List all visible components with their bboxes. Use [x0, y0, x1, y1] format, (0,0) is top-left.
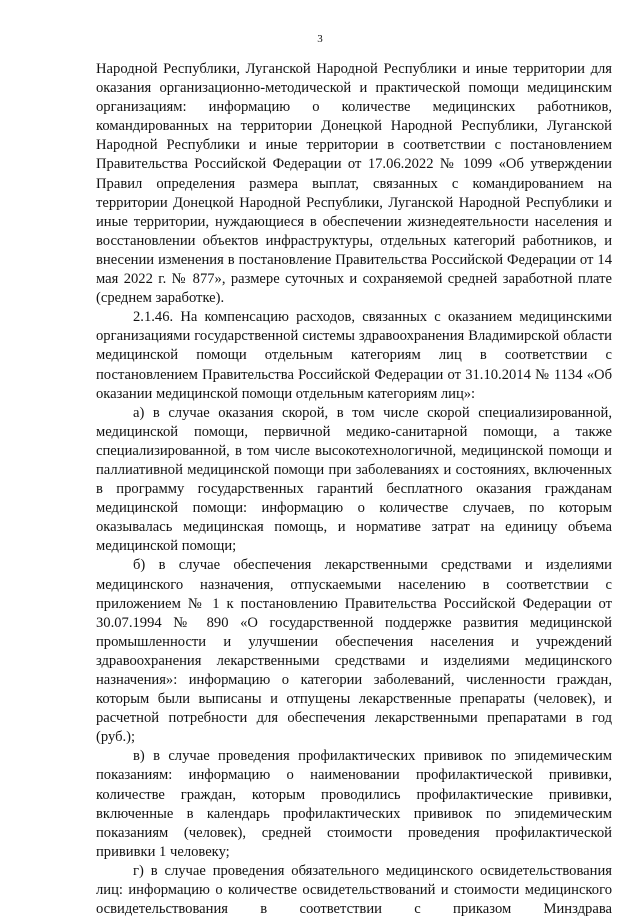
paragraph-continuation: Народной Республики, Луганской Народной Республики и иные территории для оказания организационно-методической и практической помощи медицинским организациям: информацию о количестве медицинских работников, командированных на территории Донецкой Народной Республики, Луганской Народной Республики и иные территории в соответствии с постановлением Правительства Российской Федерации от 17.06.2022 № 1099 «Об утверждении Правил определения размера выплат, связанных с командированием на территории Донецкой Народной Республики, Луганской Народной Республики и иные территории, нуждающиеся в обеспечении жизнедеятельности населения и восстановлении объектов инфраструктуры, отдельных категорий работников, и внесении изменения в постановление Правительства Российской Федерации от 14 мая 2022 г. № 877», размере суточных и сохраняемой средней заработной плате (среднем заработке).: [96, 61, 612, 307]
paragraph-item-v: в) в случае проведения профилактических прививок по эпидемическим показаниям: информацию о наименовании профилактической прививки, количестве граждан, которым проводились профилактические прививки, включенные в календарь профилактических прививок по эпидемическим показаниям (человек), средней стоимости проведения профилактической прививки 1 человеку;: [96, 748, 612, 860]
paragraph-item-b: б) в случае обеспечения лекарственными средствами и изделиями медицинского назначения, отпускаемыми населению в соответствии с приложением № 1 к постановлению Правительства Российской Федерации от 30.07.1994 № 890 «О государственной поддержке развития медицинской промышленности и улучшении обеспечения населения и учреждений здравоохранения лекарственными средствами и изделиями медицинского назначения»: информацию о категории заболеваний, численности граждан, которым были выписаны и отпущены лекарственные препараты (человек), и расчетной потребности для обеспечения лекарственными препаратами в год (руб.);: [96, 557, 612, 746]
document-body: [96, 60, 612, 919]
page-number: 3: [317, 33, 323, 45]
paragraph-2-1-46: 2.1.46. На компенсацию расходов, связанных с оказанием медицинскими организациями государственной системы здравоохранения Владимирской области медицинской помощи отдельным категориям лиц в соответствии с постановлением Правительства Российской Федерации от 31.10.2014 № 1134 «Об оказании медицинской помощи отдельным категориям лиц»:: [96, 309, 612, 402]
paragraph-item-g: г) в случае проведения обязательного медицинского освидетельствования лиц: информацию о количестве освидетельствований и стоимости медицинского освидетельствования в соответствии с приказом Минздрава: [96, 862, 612, 918]
paragraph-item-a: а) в случае оказания скорой, в том числе скорой специализированной, медицинской помощи, первичной медико-санитарной помощи, а также специализированной, в том числе высокотехнологичной, медицинской помощи и паллиативной медицинской помощи при заболеваниях и состояниях, включенных в программу государственных гарантий бесплатного оказания гражданам медицинской помощи: информацию о количестве случаев, по которым оказывалась медицинская помощь, и нормативе затрат на единицу объема медицинской помощи;: [96, 404, 612, 555]
